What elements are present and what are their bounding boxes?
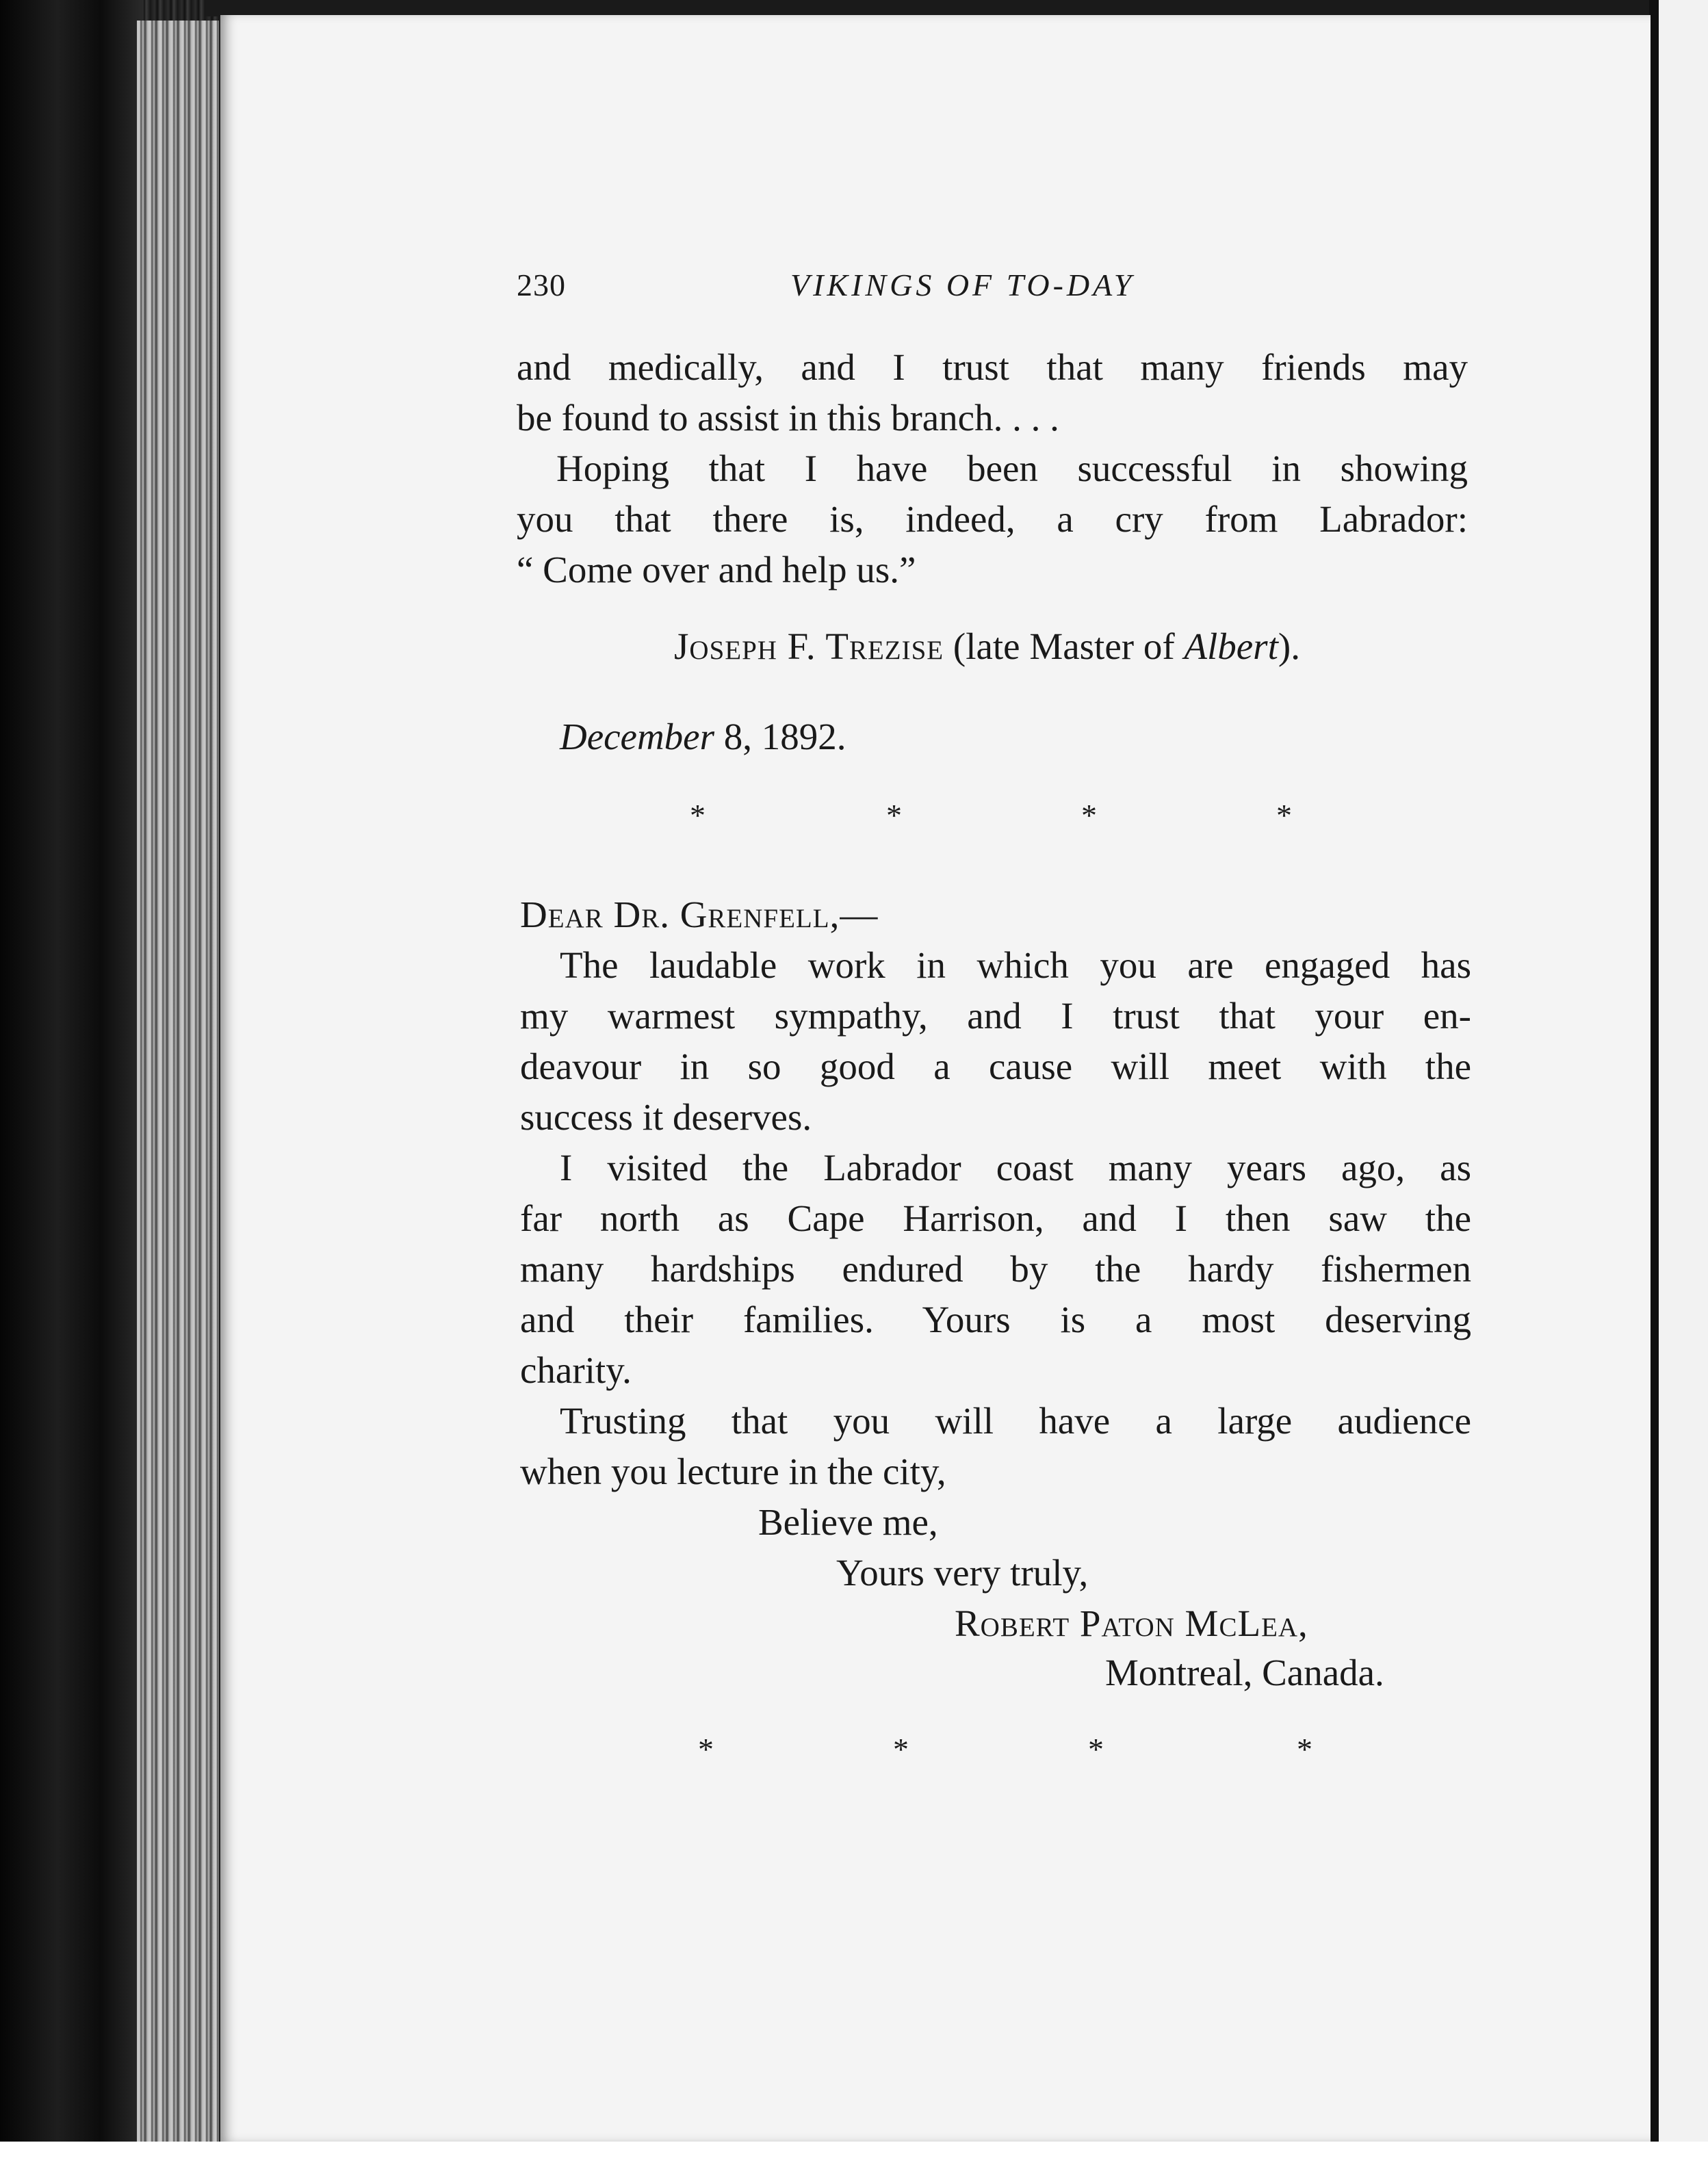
letter-two-location: Montreal, Canada. [1105,1652,1384,1693]
text-line: I visited the Labrador coast many years ago, as [560,1147,1471,1188]
separator-star: * [893,1732,909,1767]
separator-star: * [1276,798,1292,833]
letter-two-salutation [520,889,878,940]
closing-believe: Believe me, [758,1501,938,1543]
separator-star: * [1081,798,1097,833]
book-edge [0,0,226,2184]
text-line: success it deserves. [520,1096,812,1138]
separator-star: * [886,798,902,833]
separator-star: * [1297,1732,1312,1767]
running-head: VIKINGS OF TO-DAY [790,268,1135,302]
signatory-name: Joseph F. Trezise [674,625,944,667]
letter-two-signature: Robert Paton McLea, [955,1602,1308,1644]
date-month: December [560,716,714,757]
salutation: Dear Dr. Grenfell,— [520,894,879,935]
text-line: my warmest sympathy, and I trust that your en- [520,995,1471,1037]
top-border [205,0,1649,16]
text-line: Hoping that I have been successful in showing [556,447,1468,489]
date-rest: 8, 1892. [714,716,846,757]
text-line: many hardships endured by the hardy fishermen [520,1248,1471,1290]
ship-name: Albert [1184,625,1278,667]
letter-one-date [560,712,846,762]
page-edges [137,21,219,2155]
facing-page-edge [1649,0,1708,2184]
bottom-border [0,2142,1708,2184]
separator-star: * [690,798,706,833]
signatory-role-suffix: ). [1278,625,1300,667]
separator-star: * [698,1732,714,1767]
page-number: 230 [517,268,566,302]
signatory-role-prefix: (late Master of [953,625,1185,667]
book-spine-shadow [0,0,144,2184]
text-line: Trusting that you will have a large audience [560,1400,1471,1442]
separator-star: * [1088,1732,1104,1767]
text-line: when you lecture in the city, [520,1451,946,1492]
text-line: “ Come over and help us.” [517,549,916,590]
letter-one-signature [674,621,1300,672]
text-line: deavour in so good a cause will meet with the [520,1045,1471,1087]
letter-two-body [520,940,1471,1497]
text-line: you that there is, indeed, a cry from Labrador: [517,498,1468,540]
text-line: and their families. Yours is a most deserving [520,1299,1471,1340]
text-line: The laudable work in which you are engaged has [560,944,1471,986]
closing-yours: Yours very truly, [836,1552,1089,1594]
text-line: and medically, and I trust that many friends may [517,346,1468,388]
text-line: be found to assist in this branch. . . . [517,397,1059,439]
letter-one-body [517,342,1468,595]
text-line: charity. [520,1349,632,1391]
text-line: far north as Cape Harrison, and I then saw the [520,1197,1471,1239]
